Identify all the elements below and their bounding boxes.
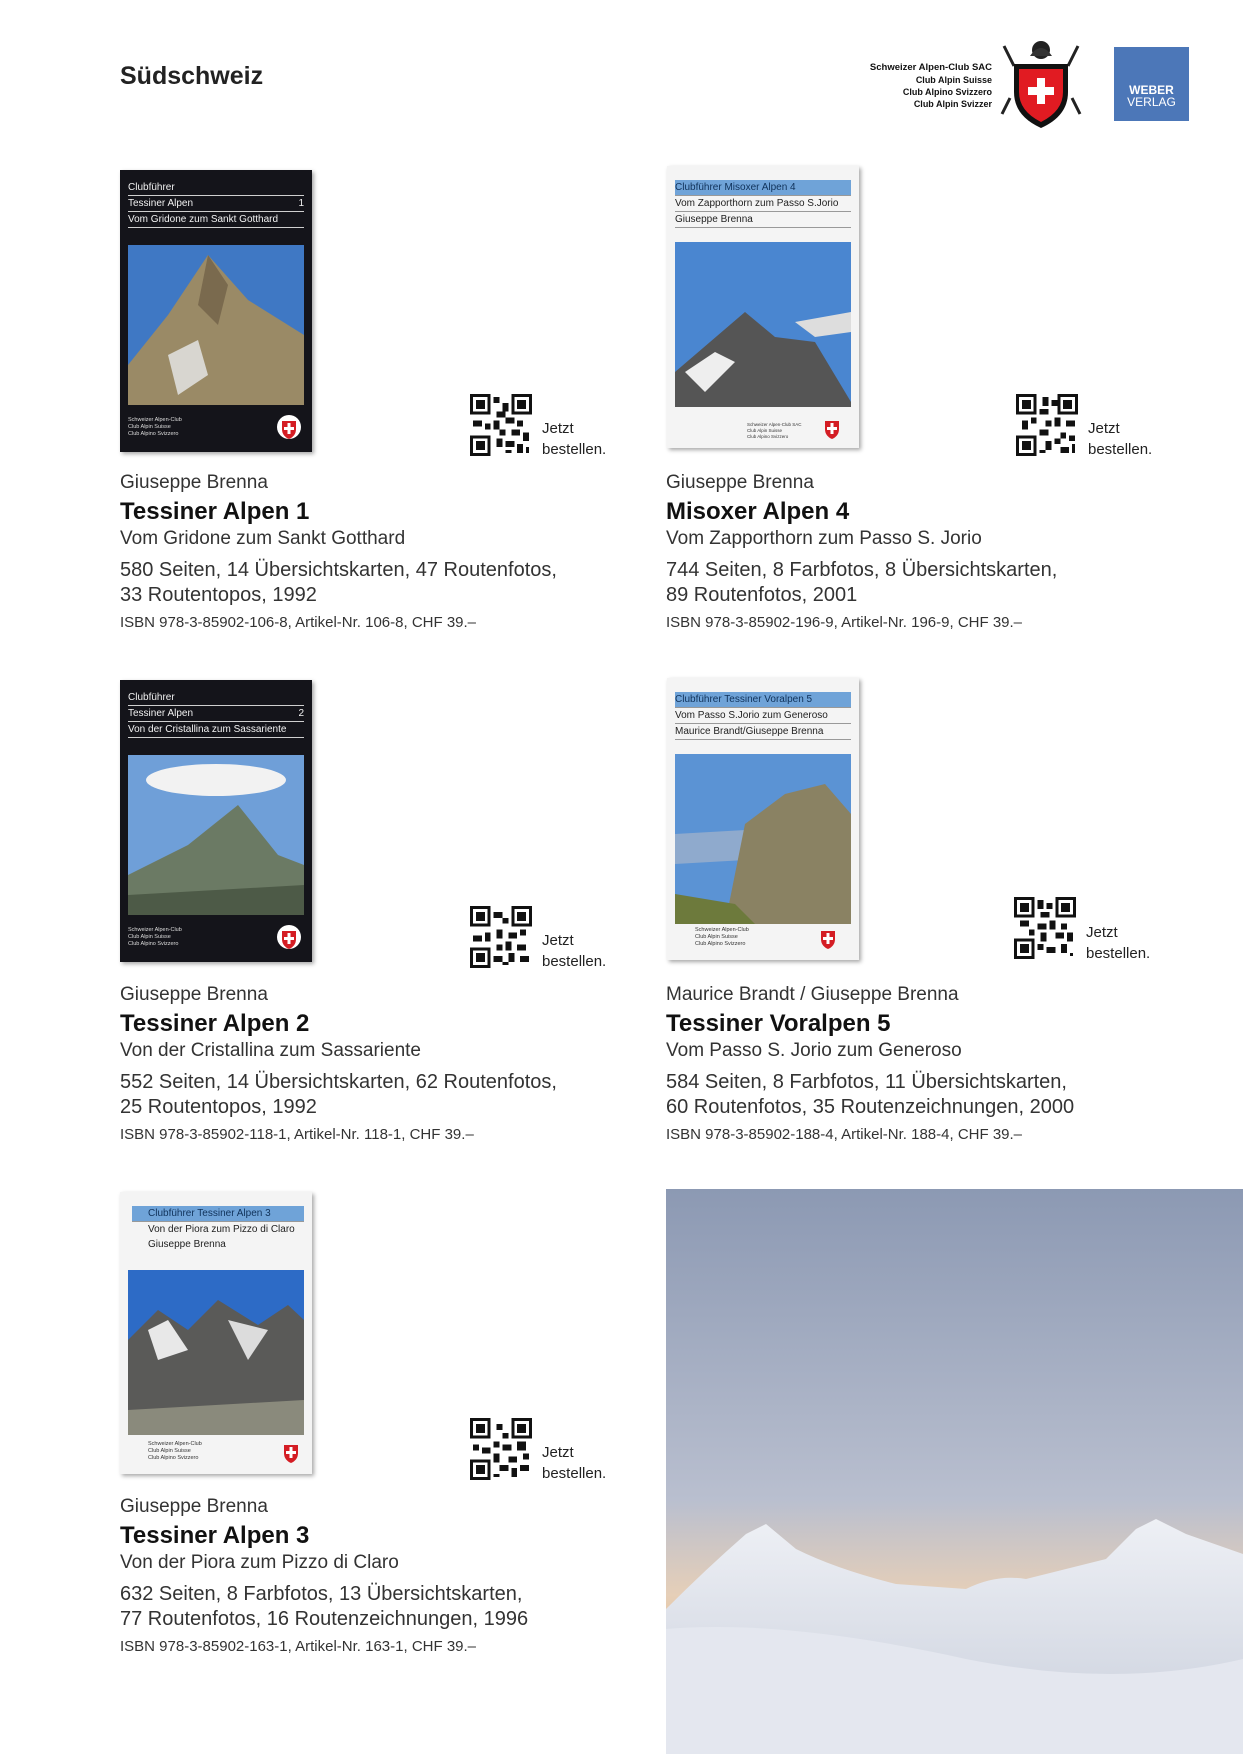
snowy-mountain-photo (666, 1189, 1243, 1754)
cover-line: Clubführer Tessiner Voralpen 5 (675, 692, 851, 708)
book-details-line: 744 Seiten, 8 Farbfotos, 8 Übersichtskarten, (666, 559, 1058, 581)
sac-logo-line: Club Alpin Suisse (915, 75, 992, 85)
book-author: Giuseppe Brenna (120, 984, 268, 1005)
sac-logo (850, 36, 1090, 132)
order-label: bestellen. (542, 953, 607, 970)
cover-line: Tessiner Alpen (128, 198, 194, 209)
sac-shield-icon (815, 922, 841, 952)
sac-shield-icon (278, 1436, 304, 1466)
book-details-line: 60 Routenfotos, 35 Routenzeichnungen, 2000 (666, 1096, 1075, 1118)
book-subtitle: Von der Cristallina zum Sassariente (120, 1040, 421, 1061)
book-details (666, 558, 1057, 608)
cover-footer-line: Schweizer Alpen-Club (128, 927, 182, 933)
book-subtitle: Vom Gridone zum Sankt Gotthard (120, 528, 406, 549)
order-label: Jetzt (1088, 420, 1120, 437)
cover-footer-line: Schweizer Alpen-Club (695, 927, 749, 933)
sac-coat-of-arms-icon (1000, 36, 1082, 132)
book-details (120, 1070, 557, 1120)
book-subtitle: Von der Piora zum Pizzo di Claro (120, 1552, 399, 1573)
book-subtitle: Vom Passo S. Jorio zum Generoso (666, 1040, 962, 1061)
cover-footer-line: Club Alpin Suisse (148, 1448, 191, 1454)
cover-line: Clubführer Misoxer Alpen 4 (675, 180, 851, 196)
book-details (120, 558, 557, 608)
book-cover-tessiner-alpen-2[interactable] (120, 680, 312, 962)
cover-footer-line: Club Alpin Suisse (128, 934, 171, 940)
book-details-line: 33 Routentopos, 1992 (120, 584, 317, 606)
cover-line: Maurice Brandt/Giuseppe Brenna (675, 724, 851, 740)
book-title: Tessiner Voralpen 5 (666, 1010, 891, 1037)
cover-line: Vom Zapporthorn zum Passo S.Jorio (675, 196, 851, 212)
book-details-line: 632 Seiten, 8 Farbfotos, 13 Übersichtskarten, (120, 1583, 523, 1605)
cover-line: Giuseppe Brenna (148, 1239, 226, 1250)
weber-logo-line2: VERLAG (1127, 95, 1176, 109)
cover-footer-line: Club Alpin Suisse (128, 424, 171, 430)
qr-code-icon[interactable] (1014, 897, 1076, 959)
cover-mountain-photo (128, 755, 304, 915)
qr-code-icon[interactable] (1016, 394, 1078, 456)
cover-footer-line: Club Alpino Svizzero (128, 941, 179, 947)
cover-line: Clubführer (128, 180, 304, 196)
book-author: Maurice Brandt / Giuseppe Brenna (666, 984, 959, 1005)
cover-number: 1 (298, 198, 304, 209)
book-details-line: 584 Seiten, 8 Farbfotos, 11 Übersichtskarten, (666, 1071, 1067, 1093)
sac-logo-line: Schweizer Alpen-Club SAC (869, 62, 992, 73)
book-author: Giuseppe Brenna (120, 472, 268, 493)
order-link[interactable] (542, 1442, 606, 1484)
cover-mountain-photo (675, 242, 851, 407)
qr-code-icon[interactable] (470, 394, 532, 456)
order-link[interactable] (1088, 418, 1152, 460)
order-label: Jetzt (1086, 924, 1118, 941)
book-details-line: 77 Routenfotos, 16 Routenzeichnungen, 1996 (120, 1608, 529, 1630)
book-details-line: 89 Routenfotos, 2001 (666, 584, 858, 606)
cover-footer-line: Club Alpino Svizzero (695, 941, 746, 947)
book-title: Tessiner Alpen 1 (120, 498, 310, 525)
cover-footer-line: Schweizer Alpen-Club (148, 1441, 202, 1447)
cover-line: Clubführer Tessiner Alpen 3 (132, 1206, 304, 1222)
page-title: Südschweiz (120, 62, 264, 90)
cover-footer-line: Schweizer Alpen-Club SAC (747, 422, 802, 427)
book-details (666, 1070, 1074, 1120)
book-cover-tessiner-alpen-1[interactable] (120, 170, 312, 452)
order-label: bestellen. (542, 1465, 607, 1482)
sac-shield-icon (819, 412, 845, 442)
cover-line: Von der Cristallina zum Sassariente (128, 722, 304, 738)
cover-footer-line: Schweizer Alpen-Club (128, 417, 182, 423)
order-link[interactable] (542, 418, 606, 460)
order-label: bestellen. (542, 441, 607, 458)
cover-line: Vom Gridone zum Sankt Gotthard (128, 212, 304, 228)
cover-line: Clubführer (128, 690, 304, 706)
weber-logo-line1: WEBER (1129, 83, 1174, 97)
cover-footer-line: Club Alpino Svizzero (128, 431, 179, 437)
cover-line: Von der Piora zum Pizzo di Claro (148, 1224, 295, 1235)
cover-footer-line: Club Alpin Suisse (695, 934, 738, 940)
sac-shield-icon (276, 412, 302, 442)
cover-footer-line: Club Alpin Suisse (747, 428, 783, 433)
book-subtitle: Vom Zapporthorn zum Passo S. Jorio (666, 528, 982, 549)
cover-footer-line: Club Alpino Svizzero (148, 1455, 199, 1461)
cover-line: Vom Passo S.Jorio zum Generoso (675, 708, 851, 724)
order-label: Jetzt (542, 1444, 574, 1461)
sac-logo-line: Club Alpin Svizzer (913, 99, 992, 109)
order-label: bestellen. (1088, 441, 1153, 458)
order-link[interactable] (1086, 922, 1150, 964)
book-cover-tessiner-voralpen-5[interactable] (667, 678, 859, 960)
book-title: Tessiner Alpen 3 (120, 1522, 310, 1549)
cover-line: Giuseppe Brenna (675, 212, 851, 228)
book-title: Tessiner Alpen 2 (120, 1010, 310, 1037)
cover-line: Tessiner Alpen (128, 708, 194, 719)
qr-code-icon[interactable] (470, 906, 532, 968)
book-details-line: 580 Seiten, 14 Übersichtskarten, 47 Routenfotos, (120, 559, 557, 581)
cover-mountain-photo (675, 754, 851, 924)
order-label: bestellen. (1086, 945, 1151, 962)
cover-mountain-photo (128, 1270, 304, 1435)
cover-number: 2 (298, 708, 304, 719)
book-details (120, 1582, 528, 1632)
weber-verlag-logo (1114, 47, 1189, 121)
book-author: Giuseppe Brenna (120, 1496, 268, 1517)
book-title: Misoxer Alpen 4 (666, 498, 850, 525)
sac-shield-icon (276, 922, 302, 952)
order-label: Jetzt (542, 932, 574, 949)
book-author: Giuseppe Brenna (666, 472, 814, 493)
cover-mountain-photo (128, 245, 304, 405)
book-details-line: 552 Seiten, 14 Übersichtskarten, 62 Routenfotos, (120, 1071, 557, 1093)
book-cover-misoxer-alpen-4[interactable] (667, 166, 859, 448)
book-isbn: ISBN 978-3-85902-163-1, Artikel-Nr. 163-1, CHF 39.– (120, 1638, 477, 1655)
book-isbn: ISBN 978-3-85902-118-1, Artikel-Nr. 118-1, CHF 39.– (120, 1126, 474, 1143)
book-isbn: ISBN 978-3-85902-188-4, Artikel-Nr. 188-4, CHF 39.– (666, 1126, 1023, 1143)
cover-footer-line: Club Alpino Svizzero (747, 434, 789, 439)
book-isbn: ISBN 978-3-85902-196-9, Artikel-Nr. 196-9, CHF 39.– (666, 614, 1023, 631)
book-cover-tessiner-alpen-3[interactable] (120, 1192, 312, 1474)
order-link[interactable] (542, 930, 606, 972)
order-label: Jetzt (542, 420, 574, 437)
book-isbn: ISBN 978-3-85902-106-8, Artikel-Nr. 106-8, CHF 39.– (120, 614, 477, 631)
sac-logo-line: Club Alpino Svizzero (902, 87, 992, 97)
qr-code-icon[interactable] (470, 1418, 532, 1480)
book-details-line: 25 Routentopos, 1992 (120, 1096, 317, 1118)
